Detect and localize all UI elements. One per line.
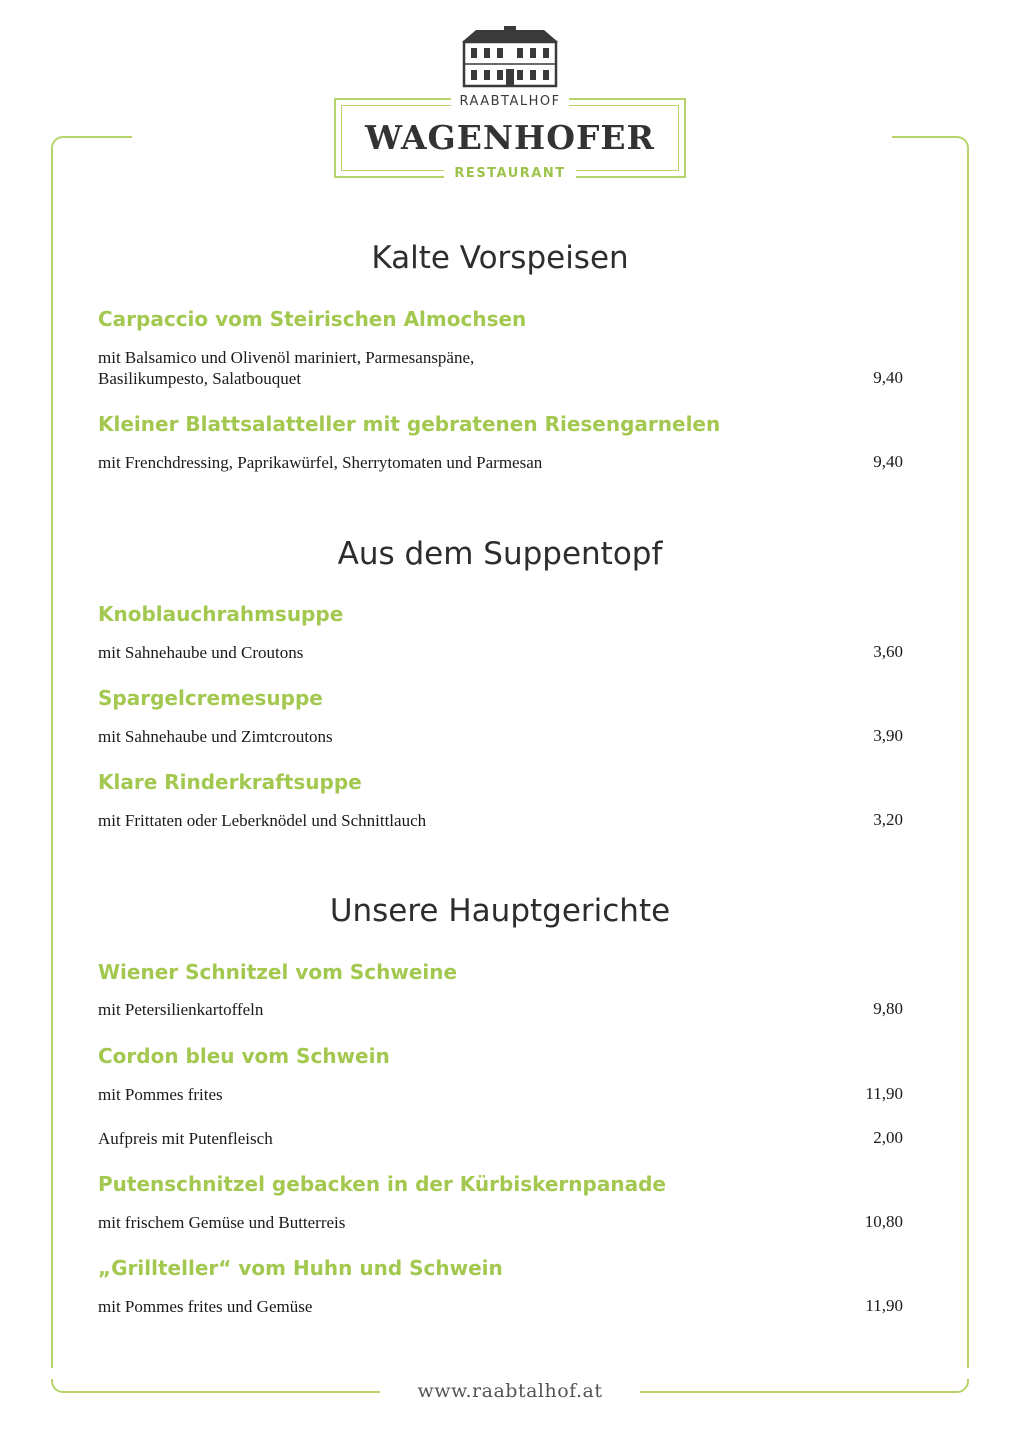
- section-title-suppentopf: Aus dem Suppentopf: [337, 536, 663, 572]
- frame-corner-br: [955, 1379, 969, 1393]
- item-name: Spargelcremesuppe: [98, 686, 323, 710]
- logo-wagenhofer: WAGENHOFER: [365, 118, 655, 157]
- frame-left: [51, 150, 53, 1368]
- item-price: 11,90: [865, 1084, 903, 1103]
- item-price: 3,90: [873, 726, 903, 745]
- frame-corner-tr: [955, 136, 969, 150]
- item-extra-price: 2,00: [873, 1128, 903, 1147]
- item-desc: Basilikumpesto, Salatbouquet: [98, 369, 302, 388]
- item-desc: mit frischem Gemüse und Butterreis: [98, 1213, 346, 1232]
- item-desc: mit Sahnehaube und Zimtcroutons: [98, 727, 333, 746]
- item-desc: mit Pommes frites: [98, 1085, 223, 1104]
- item-name: Wiener Schnitzel vom Schweine: [98, 960, 458, 984]
- frame-corner-tl: [51, 136, 65, 150]
- frame-right: [967, 150, 969, 1368]
- item-price: 3,20: [873, 810, 903, 829]
- item-name: Putenschnitzel gebacken in der Kürbiskernpanade: [98, 1172, 666, 1196]
- item-price: 11,90: [865, 1296, 903, 1315]
- logo-top-text: [334, 92, 686, 110]
- frame-corner-bl: [51, 1379, 65, 1393]
- item-price: 9,40: [873, 368, 903, 387]
- logo-bottom-text: [334, 164, 686, 182]
- section-title-kalte-vorspeisen: Kalte Vorspeisen: [371, 240, 629, 276]
- item-name: Cordon bleu vom Schwein: [98, 1044, 390, 1068]
- item-name: „Grillteller“ vom Huhn und Schwein: [98, 1256, 503, 1280]
- logo-frame: [334, 94, 686, 204]
- item-desc: mit Balsamico und Olivenöl mariniert, Parmesanspäne,: [98, 348, 475, 367]
- frame-bottom-left: [64, 1391, 380, 1393]
- frame-bottom-right: [640, 1391, 956, 1393]
- item-name: Kleiner Blattsalatteller mit gebratenen Riesengarnelen: [98, 412, 721, 436]
- logo-raabtalhof: RAABTALHOF: [451, 94, 568, 109]
- item-desc: mit Petersilienkartoffeln: [98, 1000, 264, 1019]
- item-desc: mit Frenchdressing, Paprikawürfel, Sherrytomaten und Parmesan: [98, 453, 543, 472]
- item-desc: mit Pommes frites und Gemüse: [98, 1297, 313, 1316]
- item-desc: mit Frittaten oder Leberknödel und Schnittlauch: [98, 811, 427, 830]
- item-name: Knoblauchrahmsuppe: [98, 602, 344, 626]
- item-extra-desc: Aufpreis mit Putenfleisch: [98, 1129, 273, 1148]
- item-price: 10,80: [864, 1212, 903, 1231]
- section-title-hauptgerichte: Unsere Hauptgerichte: [329, 893, 671, 929]
- item-desc: mit Sahnehaube und Croutons: [98, 643, 304, 662]
- item-price: 9,80: [873, 999, 903, 1018]
- building-icon: [454, 24, 566, 88]
- item-name: Carpaccio vom Steirischen Almochsen: [98, 307, 527, 331]
- logo-restaurant: RESTAURANT: [444, 166, 575, 181]
- restaurant-logo: [334, 24, 686, 184]
- website-link[interactable]: www.raabtalhof.at: [417, 1380, 603, 1402]
- frame-top-right: [892, 136, 956, 138]
- item-price: 9,40: [873, 452, 903, 471]
- item-name: Klare Rinderkraftsuppe: [98, 770, 362, 794]
- item-price: 3,60: [873, 642, 903, 661]
- frame-top-left: [64, 136, 132, 138]
